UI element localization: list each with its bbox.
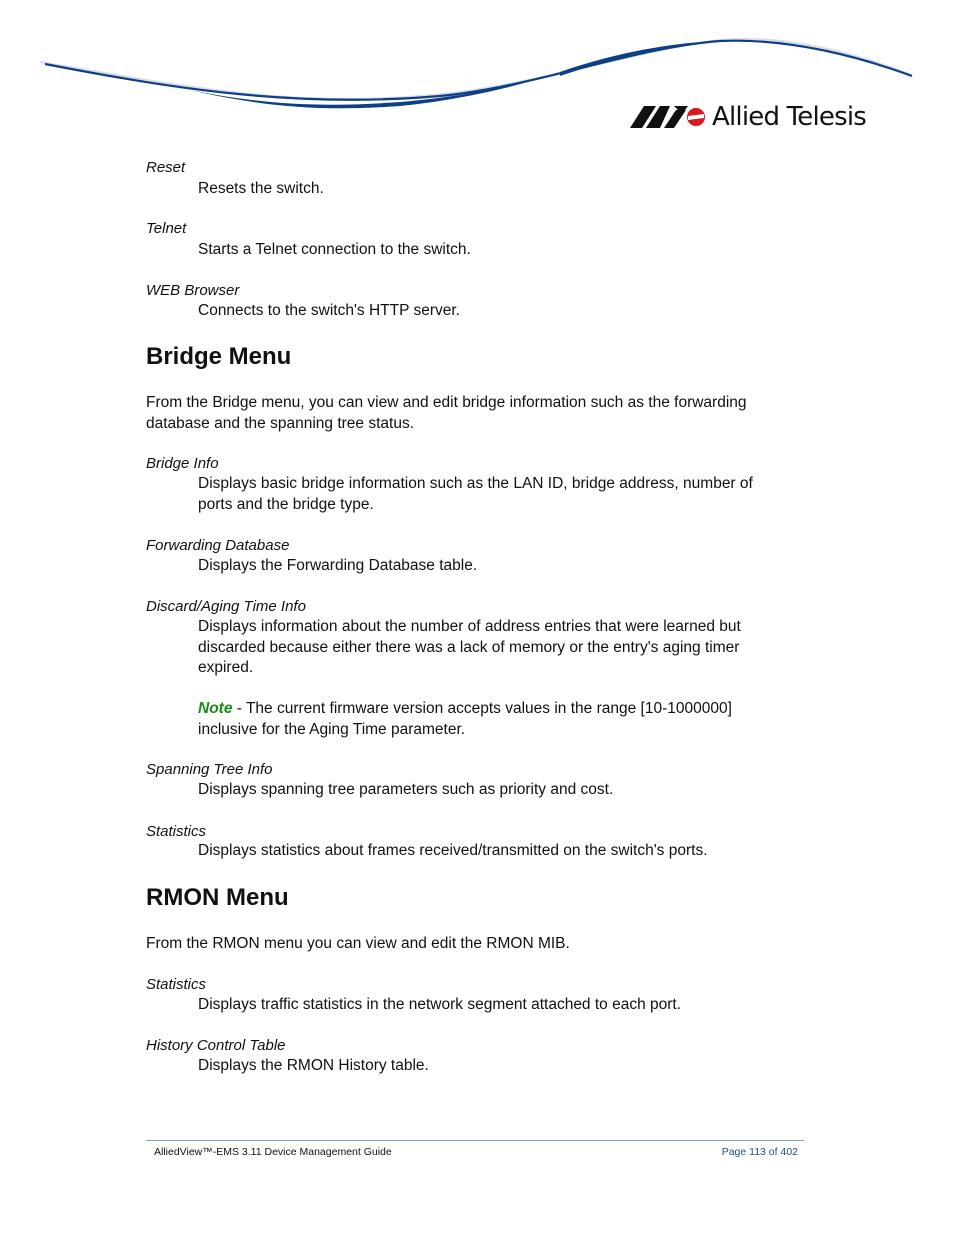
desc-discard-aging: Displays information about the number of address entries that were learned but discarded because either there was a lack of memory or the entry's aging timer expired.	[198, 618, 741, 676]
term-web-browser: WEB Browser	[146, 282, 240, 299]
footer-divider	[146, 1140, 804, 1141]
desc-web-browser: Connects to the switch's HTTP server.	[198, 302, 460, 319]
desc-reset: Resets the switch.	[198, 180, 324, 197]
term-reset: Reset	[146, 159, 186, 176]
desc-history-control: Displays the RMON History table.	[198, 1057, 429, 1074]
footer-doc-title: AlliedView™-EMS 3.11 Device Management Guide	[154, 1146, 392, 1158]
note-block	[198, 699, 788, 740]
term-discard-aging: Discard/Aging Time Info	[146, 598, 306, 615]
term-spanning-tree: Spanning Tree Info	[146, 761, 273, 778]
heading-rmon-menu: RMON Menu	[146, 884, 289, 911]
rmon-intro: From the RMON menu you can view and edit the RMON MIB.	[146, 935, 570, 952]
heading-bridge-menu: Bridge Menu	[146, 343, 292, 370]
term-bridge-info: Bridge Info	[146, 455, 219, 472]
note-text: - The current firmware version accepts values in the range [10-1000000] inclusive for the Aging Time parameter.	[198, 700, 732, 738]
desc-bridge-info: Displays basic bridge information such as the LAN ID, bridge address, number of ports and the bridge type.	[198, 475, 753, 513]
note-label: Note	[198, 700, 233, 717]
desc-rmon-statistics: Displays traffic statistics in the network segment attached to each port.	[198, 996, 682, 1013]
logo-brand-text: Allied Telesis	[712, 102, 867, 132]
term-telnet: Telnet	[146, 220, 187, 237]
term-rmon-statistics: Statistics	[146, 976, 207, 993]
desc-forwarding-database: Displays the Forwarding Database table.	[198, 557, 478, 574]
desc-telnet: Starts a Telnet connection to the switch.	[198, 241, 471, 258]
footer-page-number: Page 113 of 402	[721, 1146, 798, 1158]
term-bridge-statistics: Statistics	[146, 823, 207, 840]
term-forwarding-database: Forwarding Database	[146, 537, 290, 554]
desc-spanning-tree: Displays spanning tree parameters such as priority and cost.	[198, 781, 614, 798]
allied-telesis-mark-icon	[630, 106, 706, 128]
allied-telesis-logo	[630, 100, 870, 134]
desc-bridge-statistics: Displays statistics about frames received/transmitted on the switch's ports.	[198, 842, 708, 859]
term-history-control: History Control Table	[146, 1037, 286, 1054]
bridge-intro: From the Bridge menu, you can view and edit bridge information such as the forwarding database and the spanning tree status.	[146, 394, 747, 432]
